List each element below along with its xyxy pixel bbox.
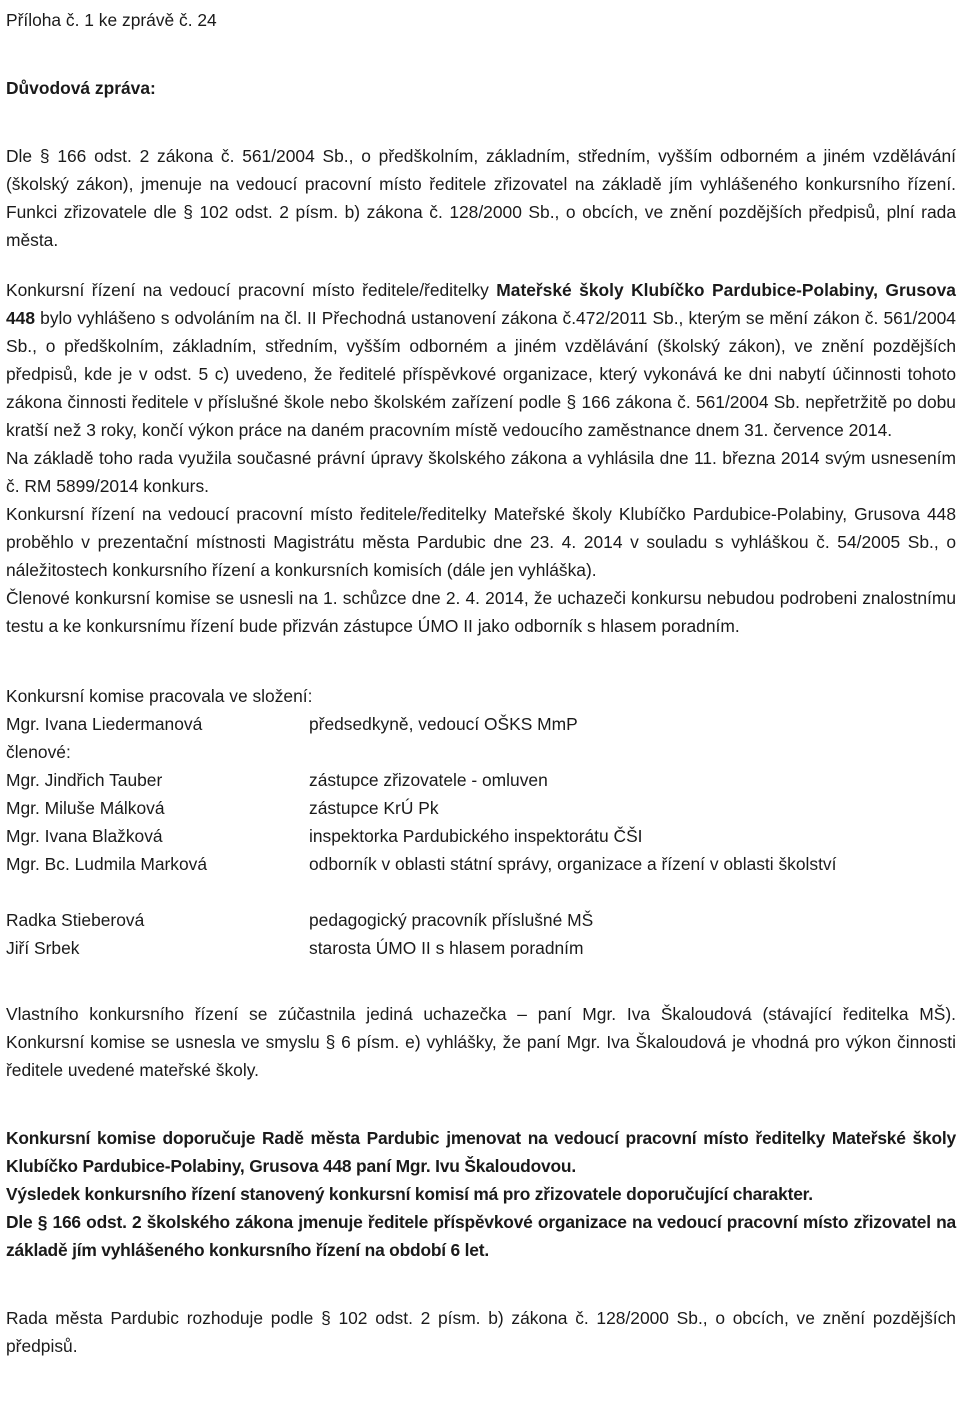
section-sign-icon: § [325,1032,336,1052]
recommendation: Konkursní komise doporučuje Radě města Pardubic jmenovat na vedoucí pracovní místo ředitelky Mateřské školy Klubíčko Pardubice-Polabiny, Grusova 448 paní Mgr. Ivu Škaloudovou. [6,1128,956,1176]
committee-member-row: Mgr. Ivana Blažková inspektorka Pardubického inspektorátu ČŠI [6,826,643,846]
section-sign-icon: § [566,392,577,412]
committee-member-row: Mgr. Jindřich Tauber zástupce zřizovatele - omluven [6,770,548,790]
body-paragraph-4: Členové konkursní komise se usnesli na 1. schůzce dne 2. 4. 2014, že uchazeči konkursu nebudou podrobeni znalostnímu testu a ke konkursnímu řízení bude přizván zástupce ÚMO II jako odborník s hlasem poradním. [6,588,956,636]
closing-paragraph: Rada města Pardubic rozhoduje podle § 102 odst. 2 písm. b) zákona č. 128/2000 Sb., o obcích, ve znění pozdějších předpisů. [6,1308,956,1356]
appointment-basis: Dle § 166 odst. 2 školského zákona jmenuje ředitele příspěvkové organizace na vedoucí pracovní místo zřizovatel na základě jím vyhlášeného konkursního řízení na období 6 let. [6,1212,956,1260]
body-paragraph-3: Konkursní řízení na vedoucí pracovní místo ředitele/ředitelky Mateřské školy Klubíčko Pardubice-Polabiny, Grusova 448 proběhlo v prezentační místnosti Magistrátu města Pardubic dne 23. 4. 2014 v souladu s vyhláškou č. 54/2005 Sb., o náležitostech konkursního řízení a konkursních komisích (dále jen vyhláška). [6,504,956,580]
section-sign-icon: § [39,146,50,166]
committee-heading: Konkursní komise pracovala ve složení: [6,686,313,706]
committee-chair-row: Mgr. Ivana Liedermanová předsedkyně, vedoucí OŠKS MmP [6,714,578,734]
document-page [6,0,956,1360]
section-sign-icon: § [37,1212,48,1232]
result-paragraph: Vlastního konkursního řízení se zúčastnila jediná uchazečka – paní Mgr. Iva Škaloudová (stávající ředitelka MŠ). Konkursní komise se usnesla ve smyslu § 6 písm. e) vyhlášky, že paní Mgr. Iva Škaloudová je vhodná pro výkon činnosti ředitele uvedené mateřské školy. [6,1004,956,1080]
result-nature: Výsledek konkursního řízení stanovený konkursní komisí má pro zřizovatele doporučující charakter. [6,1184,813,1204]
committee-member-row: Radka Stieberová pedagogický pracovník příslušné MŠ [6,910,594,930]
committee-member-row: Mgr. Miluše Málková zástupce KrÚ Pk [6,798,439,818]
annex-header: Příloha č. 1 ke zprávě č. 24 [6,10,217,30]
conclusion-section [6,1124,956,1264]
section-sign-icon: § [183,202,193,222]
committee-member-row: Jiří Srbek starosta ÚMO II s hlasem poradním [6,938,584,958]
committee-section [6,682,956,962]
intro-paragraph: Dle § 166 odst. 2 zákona č. 561/2004 Sb., o předškolním, základním, středním, vyšším odborném a jiném vzdělávání (školský zákon), jmenuje na vedoucí pracovní místo ředitele zřizovatel na základě jím vyhlášeného konkursního řízení. Funkci zřizovatele dle § 102 odst. 2 písm. b) zákona č. 128/2000 Sb., o obcích, ve znění pozdějších předpisů, plní rada města. [6,146,956,250]
section-sign-icon: § [321,1308,331,1328]
members-label: členové: [6,742,71,762]
committee-member-row: Mgr. Bc. Ludmila Marková odborník v oblasti státní správy, organizace a řízení v oblasti školství [6,854,837,874]
report-title: Důvodová zpráva: [6,78,156,98]
body-paragraph-1: Konkursní řízení na vedoucí pracovní místo ředitele/ředitelky Mateřské školy Klubíčko Pardubice-Polabiny, Grusova 448 bylo vyhlášeno s odvoláním na čl. II Přechodná ustanovení zákona č.472/2011 Sb., kterým se mění zákon č. 561/2004 Sb., o předškolním, základním, středním, vyšším odborném a jiném vzdělávání (školský zákon), ve znění pozdějších předpisů, kde je v odst. 5 c) uvedeno, že ředitelé příspěvkové organizace, který vykonává ke dni nabytí účinnosti tohoto zákona činnosti ředitele v příslušné škole nebo školském zařízení podle § 166 zákona č. 561/2004 Sb. nepřetržitě po dobu kratší než 3 roky, končí výkon práce na daném pracovním místě vedoucího zaměstnance dnem 31. července 2014. [6,280,956,440]
body-paragraph-2: Na základě toho rada využila současné právní úpravy školského zákona a vyhlásila dne 11. března 2014 svým usnesením č. RM 5899/2014 konkurs. [6,448,956,496]
